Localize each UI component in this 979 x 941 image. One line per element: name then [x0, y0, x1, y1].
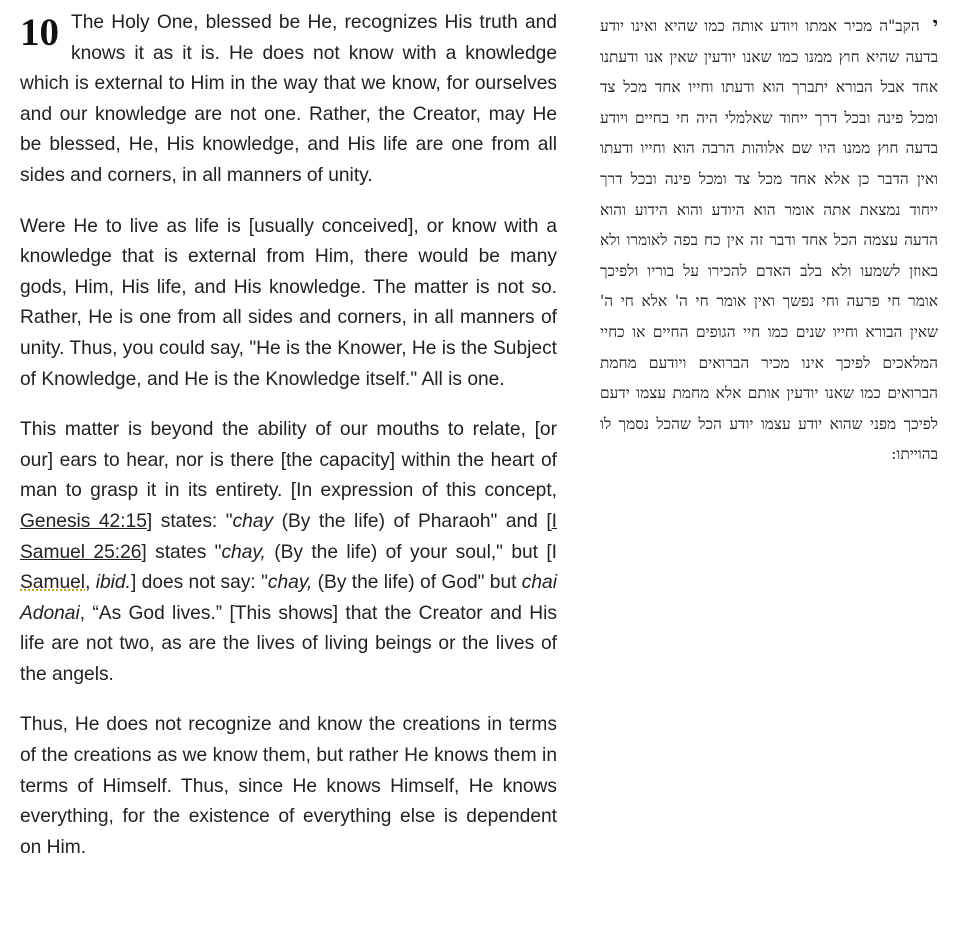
text-segment: (By the life) of your soul," but [I [265, 541, 558, 563]
samuel-ibid-reference-link[interactable]: Samuel [20, 572, 86, 594]
text-segment: ] states " [141, 541, 222, 563]
text-segment: , “As God lives.” [This shows] that the Creator and His life are not two, as are the lives of living beings or the lives of the angels. [20, 602, 557, 685]
english-paragraph-1 [20, 8, 557, 192]
text-segment: (By the life) of God" but [312, 572, 522, 594]
italic-term: chay, [267, 572, 313, 594]
samuel-reference-link[interactable]: I Samuel 25:26 [20, 510, 558, 563]
english-paragraph-4: Thus, He does not recognize and know the creations in terms of the creations as we know them, but rather He knows them in terms of Himself. Thus, since He knows Himself, He knows everything, for the existence of everything else is dependent on Him. [20, 714, 557, 858]
text-segment: This matter is beyond the ability of our mouths to relate, [or our] ears to hear, nor is there [the capacity] within the heart of man to grasp it in its entirety. [In expression of this concept, [20, 419, 557, 502]
genesis-reference-link[interactable]: Genesis 42:15 [20, 510, 147, 532]
text-segment: (By the life) of Pharaoh" and [ [273, 510, 552, 532]
italic-term: ibid. [95, 572, 131, 594]
english-paragraph-3 [20, 415, 557, 690]
english-text-column [20, 8, 557, 883]
hebrew-paragraph: הקב"ה מכיר אמתו ויודע אותה כמו שהיא ואינו יודע בדעה שהיא חוץ ממנו כמו שאנו יודעין שאין אנו ודעתנו אחד אבל הבורא יתברך הוא ודעתו וחייו אחד מכל צד ומכל פינה ובכל דרך ייחוד שאלמלי היה חי בחיים ויודע בדעה חוץ ממנו היו שם אלוהות הרבה הוא וחייו ודעתו ואין הדבר כן אלא אחד מכל צד ומכל פינה ובכל דרך ייחוד נמצאת אתה אומר הוא היודע והוא הידוע והוא הדעה עצמה הכל אחד ודבר זה אין כח בפה לאומרו ולא באוזן לשמעו ולא בלב האדם להכירו על בוריו ולפיכך אומר חי פרעה וחי נפשך ואין אומר חי ה' אלא חי ה' שאין הבורא וחייו שנים כמו חיי הגופים החיים או כחיי המלאכים לפיכך אינו מכיר הברואים ויודעם מחמת הברואים כמו שאנו יודעין אותם אלא מחמת עצמו ידעם לפיכך מפני שהוא יודע עצמו יודע הכל שהכל נסמך לו בהוייתו: [600, 17, 938, 464]
english-paragraph-2: Were He to live as life is [usually conceived], or know with a knowledge that is external from Him, there would be many gods, Him, His life, and His knowledge. The matter is not so. Rather, He is one from all sides and corners, in all manners of unity. Thus, you could say, "He is the Knower, He is the Subject of Knowledge, and He is the Knowledge itself." All is one. [20, 215, 557, 390]
text-segment: ] does not say: " [130, 572, 268, 594]
italic-term: chay [232, 510, 274, 532]
text-segment: ] states: " [146, 510, 233, 532]
halacha-number: 10 [20, 11, 59, 54]
italic-term: chai Adonai [20, 572, 557, 624]
english-paragraph-1-text: The Holy One, blessed be He, recognizes His truth and knows it as it is. He does not know with a knowledge which is external to Him in the way that we know, for ourselves and our knowledge are not one. Rather, the Creator, may He be blessed, He, His knowledge, and His life are one from all sides and corners, in all manners of unity. [20, 12, 557, 186]
italic-term: chay, [221, 541, 266, 563]
hebrew-halacha-number: י [932, 12, 938, 36]
text-segment: , [85, 572, 96, 594]
hebrew-text-column [600, 9, 938, 470]
